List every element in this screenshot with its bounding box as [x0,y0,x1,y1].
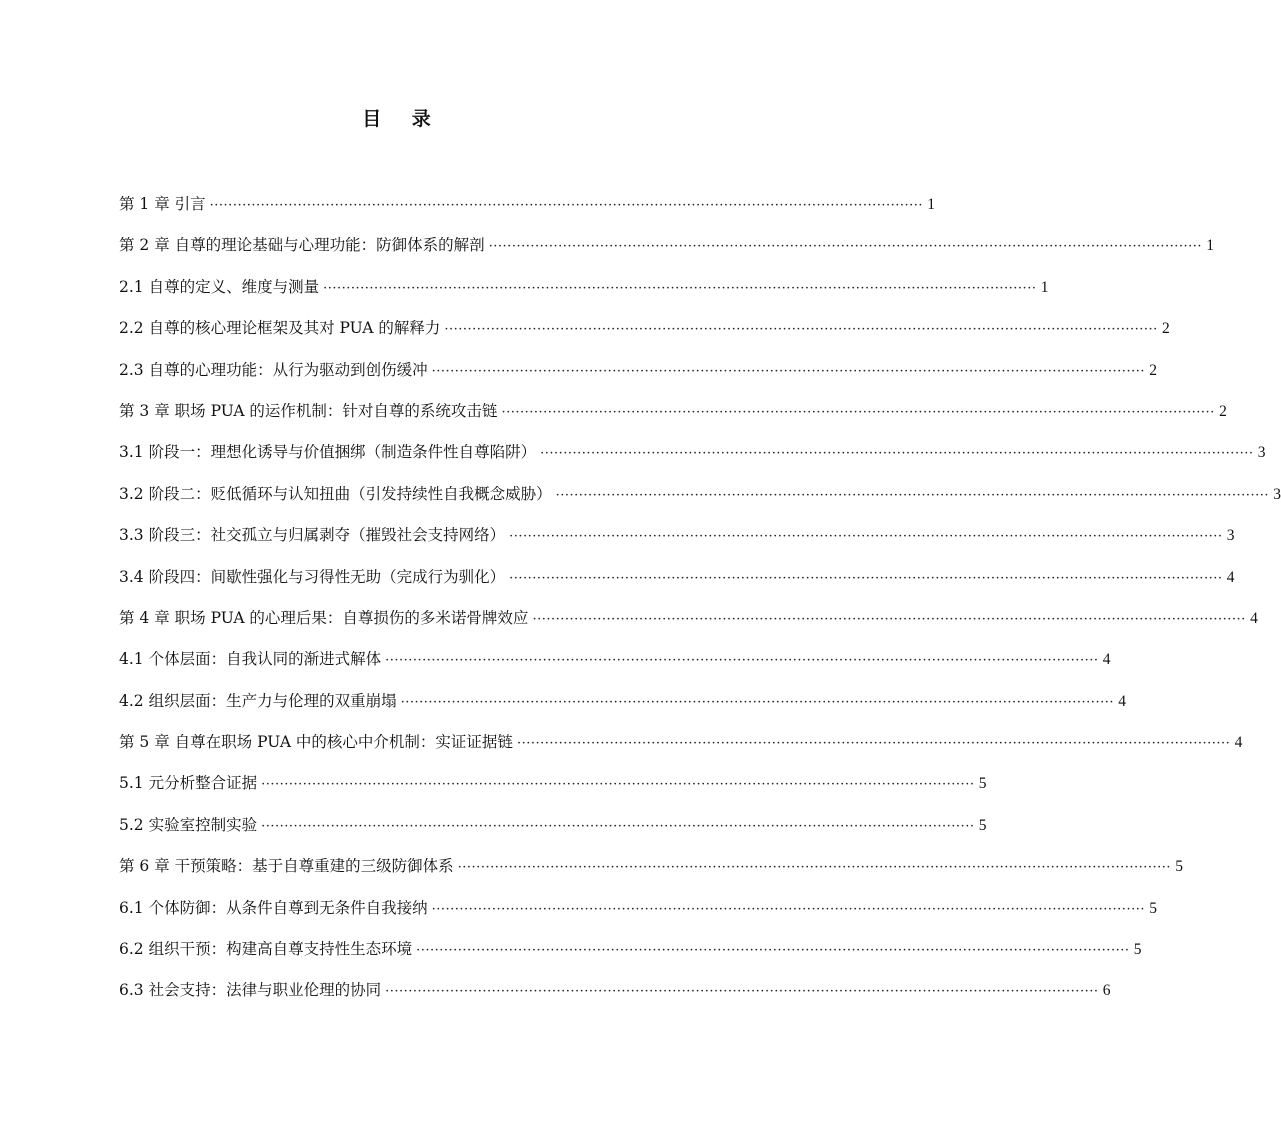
toc-entry-text: 第 6 章 干预策略：基于自尊重建的三级防御体系 [119,857,454,876]
toc-page-number: 4 [1226,568,1235,586]
toc-page-number: 1 [1040,278,1049,296]
table-of-contents [119,192,1281,1020]
toc-page-number: 2 [1219,402,1227,420]
toc-entry-text: 3.4 阶段四：间歇性强化与习得性无助（完成行为驯化） [119,567,506,586]
dot-leader [261,819,974,834]
dot-leader [517,736,1230,751]
toc-page-number: 5 [1149,899,1157,917]
toc-entry-text: 第 2 章 自尊的理论基础与心理功能：防御体系的解剖 [119,236,485,255]
dot-leader [556,488,1269,503]
toc-entry-3-3[interactable] [119,523,1235,564]
toc-entry-text: 4.2 组织层面：生产力与伦理的双重崩塌 [119,691,397,710]
toc-entry-3-4[interactable] [119,565,1235,606]
toc-entry-3-1[interactable] [119,440,1266,481]
dot-leader [385,653,1098,668]
toc-entry-6-1[interactable] [119,896,1157,937]
dot-leader [432,902,1145,917]
dot-leader [458,860,1171,875]
toc-entry-text: 3.2 阶段二：贬低循环与认知扭曲（引发持续性自我概念威胁） [119,484,552,503]
toc-page-number: 6 [1102,982,1111,1000]
toc-entry-ch1[interactable] [119,192,936,233]
dot-leader [416,943,1129,958]
toc-entry-ch6[interactable] [119,854,1184,895]
toc-page-number: 5 [1175,858,1184,876]
toc-page-number: 4 [1102,651,1111,669]
toc-entry-5-1[interactable] [119,771,987,812]
toc-entry-text: 2.3 自尊的心理功能：从行为驱动到创伤缓冲 [119,360,428,379]
toc-page-number: 5 [978,816,987,834]
toc-page-number: 3 [1226,527,1235,545]
toc-entry-text: 5.1 元分析整合证据 [119,774,258,793]
toc-entry-text: 6.1 个体防御：从条件自尊到无条件自我接纳 [119,898,428,917]
dot-leader [210,198,923,213]
toc-entry-4-1[interactable] [119,647,1111,688]
toc-entry-text: 第 5 章 自尊在职场 PUA 中的核心中介机制：实证证据链 [119,733,513,752]
toc-entry-2-1[interactable] [119,275,1049,316]
toc-entry-text: 6.3 社会支持：法律与职业伦理的协同 [119,981,382,1000]
toc-entry-ch5[interactable] [119,730,1243,771]
toc-entry-6-3[interactable] [119,978,1111,1019]
toc-entry-2-2[interactable] [119,316,1170,357]
toc-entry-ch3[interactable] [119,399,1227,440]
toc-entry-ch4[interactable] [119,606,1258,647]
toc-page-number: 4 [1250,609,1258,627]
toc-page-number: 4 [1234,734,1243,752]
dot-leader [385,984,1098,999]
toc-entry-text: 第 4 章 职场 PUA 的心理后果：自尊损伤的多米诺骨牌效应 [119,608,529,627]
toc-entry-text: 5.2 实验室控制实验 [119,815,258,834]
toc-entry-text: 第 3 章 职场 PUA 的运作机制：针对自尊的系统攻击链 [119,401,498,420]
toc-entry-text: 6.2 组织干预：构建高自尊支持性生态环境 [119,940,413,959]
toc-page-number: 3 [1257,444,1266,462]
dot-leader [444,322,1157,337]
dot-leader [540,446,1253,461]
toc-page-number: 1 [1206,237,1215,255]
dot-leader [432,364,1145,379]
page-title: 目 录 [362,108,443,130]
dot-leader [532,612,1245,627]
toc-entry-4-2[interactable] [119,689,1126,730]
dot-leader [489,239,1202,254]
dot-leader [261,777,974,792]
dot-leader [323,281,1036,296]
toc-page-number: 2 [1162,320,1170,338]
toc-entry-3-2[interactable] [119,482,1281,523]
toc-entry-text: 3.3 阶段三：社交孤立与归属剥夺（摧毁社会支持网络） [119,526,506,545]
toc-entry-text: 3.1 阶段一：理想化诱导与价值捆绑（制造条件性自尊陷阱） [119,443,537,462]
toc-entry-text: 4.1 个体层面：自我认同的渐进式解体 [119,650,382,669]
toc-entry-2-3[interactable] [119,358,1157,399]
dot-leader [501,405,1214,420]
toc-entry-5-2[interactable] [119,813,987,854]
toc-entry-text: 2.1 自尊的定义、维度与测量 [119,277,320,296]
toc-page-number: 3 [1273,485,1281,503]
toc-entry-6-2[interactable] [119,937,1142,978]
toc-entry-text: 2.2 自尊的核心理论框架及其对 PUA 的解释力 [119,319,441,338]
dot-leader [401,695,1114,710]
toc-page-number: 1 [927,196,936,213]
toc-page-number: 4 [1118,692,1126,710]
toc-entry-ch2[interactable] [119,233,1215,274]
dot-leader [509,571,1222,586]
toc-page-number: 5 [978,775,987,793]
dot-leader [509,529,1222,544]
toc-page-number: 2 [1149,361,1157,379]
toc-page-number: 5 [1133,941,1142,959]
toc-entry-text: 第 1 章 引言 [119,195,206,213]
